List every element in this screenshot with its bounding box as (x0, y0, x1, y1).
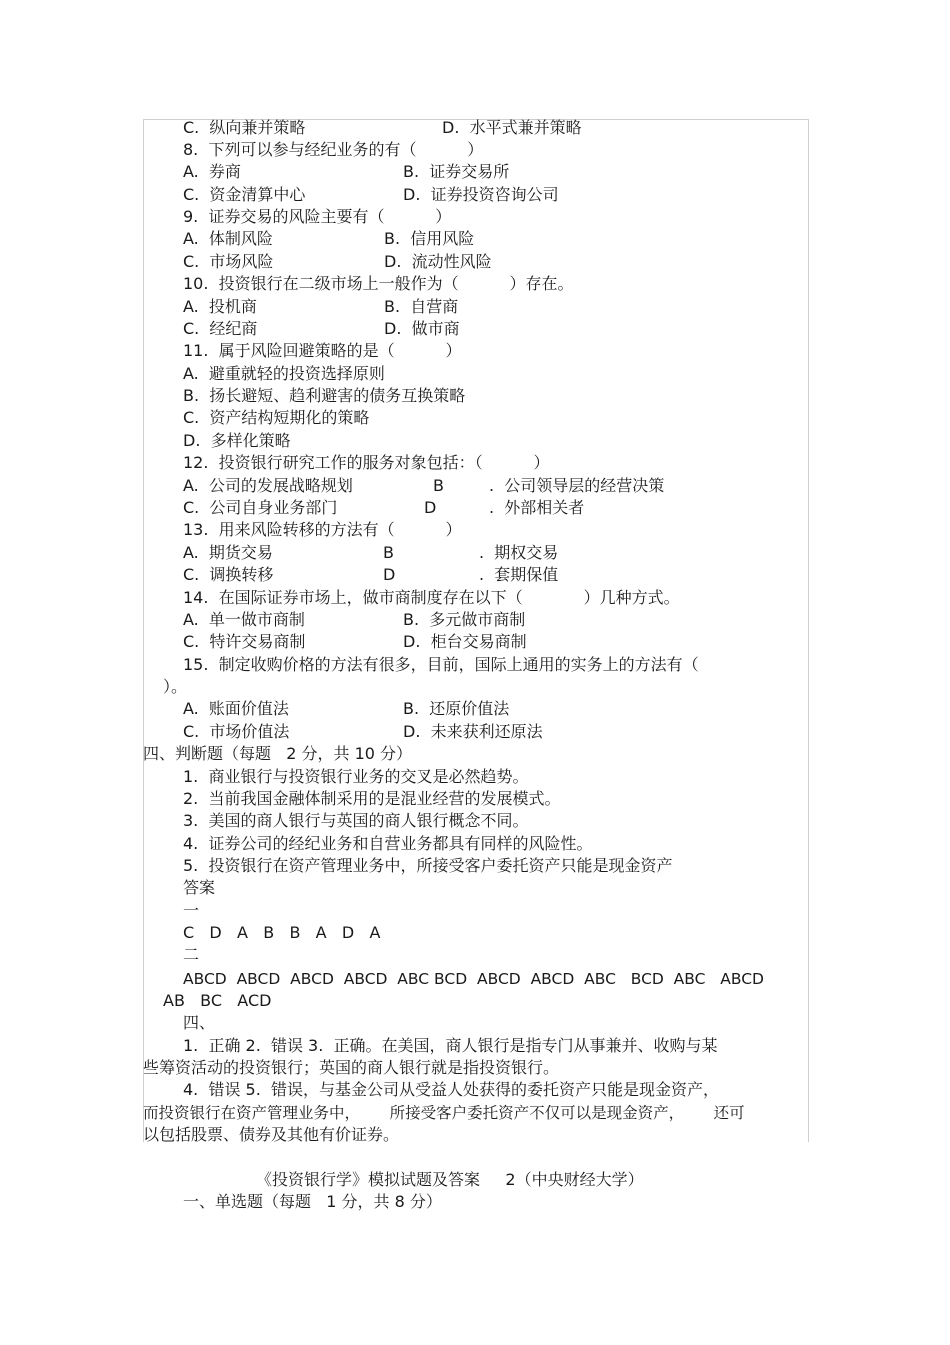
q11-option-d: D. 多样化策略 (183, 431, 291, 450)
section4-item: 5. 投资银行在资产管理业务中，所接受客户委托资产只能是现金资产 (183, 856, 673, 875)
q14-stem: 14. 在国际证券市场上，做市商制度存在以下（ ）几种方式。 (183, 588, 680, 607)
q14-option-c: C. 特许交易商制 (183, 632, 306, 651)
next-doc-title: 《投资银行学》模拟试题及答案 2（中央财经大学） (256, 1170, 644, 1189)
q8-option-d: D. 证券投资咨询公司 (403, 185, 559, 204)
q10-option-c: C. 经纪商 (183, 319, 258, 338)
q7-option-d: D. 水平式兼并策略 (442, 118, 582, 137)
q9-option-a: A. 体制风险 (183, 229, 273, 248)
q14-option-b: B. 多元做市商制 (403, 610, 526, 629)
q14-option-a: A. 单一做市商制 (183, 610, 305, 629)
answers-part4-line5: 以包括股票、债券及其他有价证券。 (143, 1125, 400, 1144)
q8-option-a: A. 券商 (183, 162, 241, 181)
q13-stem: 13. 用来风险转移的方法有（ ） (183, 520, 462, 539)
q12-option-c: C. 公司自身业务部门 (183, 498, 338, 517)
q15-option-b: B. 还原价值法 (403, 699, 510, 718)
section4-heading: 四、判断题（每题 2 分，共 10 分） (143, 744, 413, 763)
q11-option-c: C. 资产结构短期化的策略 (183, 408, 370, 427)
section4-item: 4. 证券公司的经纪业务和自营业务都具有同样的风险性。 (183, 834, 593, 853)
q8-option-b: B. 证券交易所 (403, 162, 510, 181)
q10-stem: 10. 投资银行在二级市场上一般作为（ ）存在。 (183, 274, 574, 293)
answers-part2-line1: ABCD ABCD ABCD ABCD ABC BCD ABCD ABCD ABC BCD ABC ABCD (183, 970, 764, 988)
answers-part4-line4: 而投资银行在资产管理业务中， 所接受客户委托资产不仅可以是现金资产， 还可 (143, 1104, 745, 1122)
q9-stem: 9. 证券交易的风险主要有（ ） (183, 207, 452, 226)
q13-option-c: C. 调换转移 (183, 565, 274, 584)
q12-option-b-text: . 公司领导层的经营决策 (489, 476, 665, 495)
q15-option-d: D. 未来获利还原法 (403, 722, 543, 741)
answers-part1-label: 一 (183, 901, 200, 920)
answers-part4-line2: 些筹资活动的投资银行；英国的商人银行就是指投资银行。 (143, 1058, 560, 1077)
q12-option-b-letter: B (433, 476, 444, 495)
q8-option-c: C. 资金清算中心 (183, 185, 306, 204)
q13-option-b-text: . 期权交易 (479, 543, 559, 562)
q12-option-a: A. 公司的发展战略规划 (183, 476, 353, 495)
q9-option-d: D. 流动性风险 (384, 252, 492, 271)
q13-option-d-text: . 套期保值 (479, 565, 559, 584)
q13-option-d-letter: D (383, 565, 396, 584)
q9-option-c: C. 市场风险 (183, 252, 274, 271)
q11-option-b: B. 扬长避短、趋利避害的债务互换策略 (183, 386, 466, 405)
answers-part2-line2: AB BC ACD (163, 991, 272, 1010)
section4-item: 1. 商业银行与投资银行业务的交叉是必然趋势。 (183, 767, 529, 786)
q7-option-c: C. 纵向兼并策略 (183, 118, 306, 137)
q15-stem-line1: 15. 制定收购价格的方法有很多，目前，国际上通用的实务上的方法有（ (183, 655, 699, 674)
q12-stem: 12. 投资银行研究工作的服务对象包括：（ ） (183, 453, 550, 472)
answers-part4-label: 四、 (183, 1013, 216, 1032)
q9-option-b: B. 信用风险 (384, 229, 475, 248)
next-doc-section1-heading: 一、单选题（每题 1 分，共 8 分） (183, 1192, 442, 1211)
q15-option-c: C. 市场价值法 (183, 722, 290, 741)
answers-part2-label: 二 (183, 945, 200, 964)
answers-heading: 答案 (183, 878, 216, 897)
q12-option-d-text: . 外部相关者 (489, 498, 585, 517)
q15-stem-line2: ）。 (163, 677, 188, 696)
q13-option-a: A. 期货交易 (183, 543, 273, 562)
q11-option-a: A. 避重就轻的投资选择原则 (183, 364, 385, 383)
section4-item: 3. 美国的商人银行与英国的商人银行概念不同。 (183, 811, 529, 830)
section4-item: 2. 当前我国金融体制采用的是混业经营的发展模式。 (183, 789, 561, 808)
q8-stem: 8. 下列可以参与经纪业务的有（ ） (183, 140, 484, 159)
answers-part4-line1: 1. 正确 2. 错误 3. 正确。在美国，商人银行是指专门从事兼并、收购与某 (183, 1036, 718, 1055)
q15-option-a: A. 账面价值法 (183, 699, 289, 718)
q10-option-a: A. 投机商 (183, 297, 257, 316)
answers-part1: C D A B B A D A (183, 923, 381, 942)
q14-option-d: D. 柜台交易商制 (403, 632, 527, 651)
q11-stem: 11. 属于风险回避策略的是（ ） (183, 341, 462, 360)
answers-part4-line3: 4. 错误 5. 错误，与基金公司从受益人处获得的委托资产只能是现金资产， (183, 1080, 719, 1099)
q12-option-d-letter: D (424, 498, 437, 517)
q10-option-b: B. 自营商 (384, 297, 459, 316)
q10-option-d: D. 做市商 (384, 319, 460, 338)
q13-option-b-letter: B (383, 543, 394, 562)
